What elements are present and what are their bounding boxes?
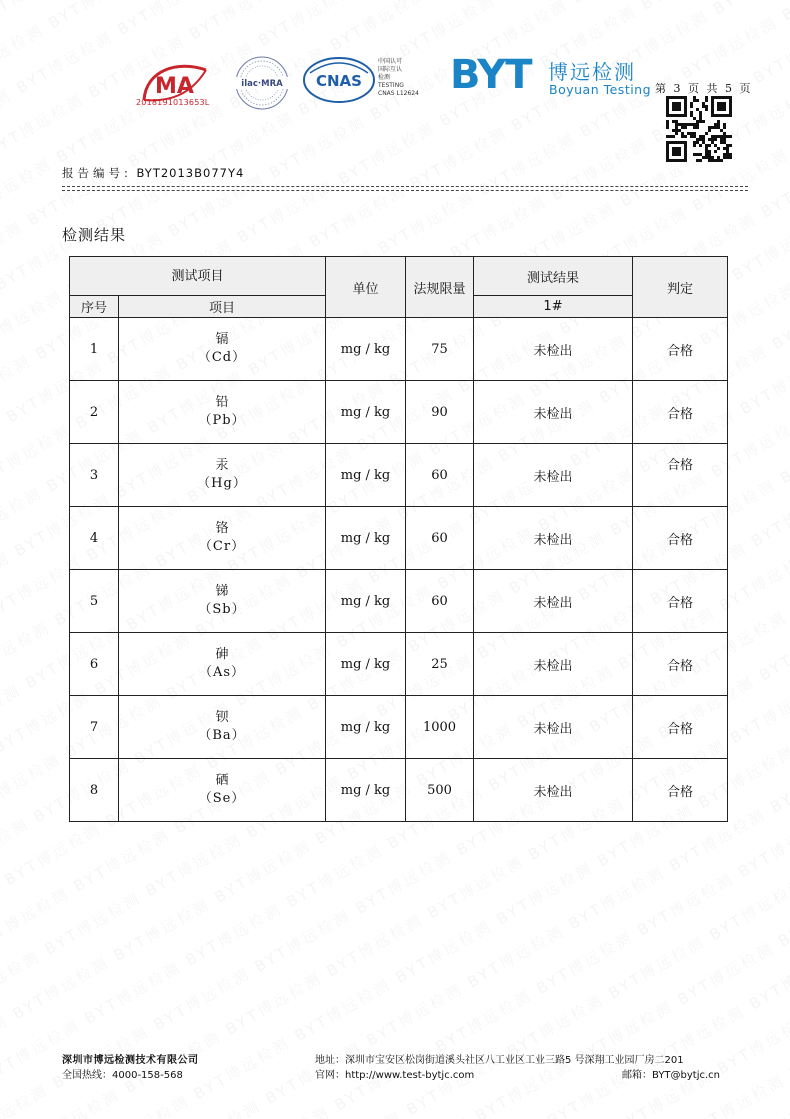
row-verdict	[633, 759, 728, 822]
header-seq: 序号	[70, 296, 119, 318]
row-item	[119, 318, 326, 381]
row-number: 3	[70, 444, 119, 507]
table-row	[70, 507, 728, 570]
cnas-side-line: CNAS L12624	[378, 90, 419, 97]
row-limit: 60	[406, 570, 474, 633]
cma-number: 2018191013653L	[136, 98, 210, 107]
header-item: 项目	[119, 296, 326, 318]
row-limit: 500	[406, 759, 474, 822]
ilac-label: ilac·MRA	[241, 79, 283, 89]
row-unit: mg / kg	[326, 318, 406, 381]
item-name: 汞	[215, 458, 229, 473]
row-item	[119, 759, 326, 822]
table-row	[70, 570, 728, 633]
row-verdict	[633, 444, 728, 507]
watermark-row	[0, 0, 708, 253]
watermark-row	[0, 0, 688, 249]
row-result: 未检出	[474, 444, 633, 507]
ilac-mra-logo	[230, 55, 294, 111]
table-row	[70, 444, 728, 507]
cnas-side-line: 国际互认	[378, 66, 403, 73]
row-unit: mg / kg	[326, 633, 406, 696]
row-result: 未检出	[474, 696, 633, 759]
item-symbol: （Pb）	[198, 413, 246, 428]
cnas-side-line: TESTING	[378, 82, 404, 89]
table-row	[70, 633, 728, 696]
item-name: 铬	[215, 521, 229, 536]
item-name: 铅	[215, 395, 229, 410]
row-result: 未检出	[474, 507, 633, 570]
footer-email[interactable]: 邮箱：BYT@bytjc.cn	[622, 1070, 721, 1081]
page-info: 第 3 页 共 5 页	[655, 82, 753, 95]
row-limit: 25	[406, 633, 474, 696]
brand-name-en: Boyuan Testing	[549, 82, 652, 97]
row-item	[119, 633, 326, 696]
brand-letters: BYT	[450, 52, 532, 98]
row-unit: mg / kg	[326, 444, 406, 507]
verdict-text: 合格	[667, 721, 694, 737]
row-limit: 1000	[406, 696, 474, 759]
item-name: 镉	[215, 332, 229, 347]
table-row	[70, 759, 728, 822]
row-number: 1	[70, 318, 119, 381]
item-name: 钡	[215, 710, 229, 725]
table-row	[70, 696, 728, 759]
item-symbol: （Sb）	[198, 602, 246, 617]
row-item	[119, 570, 326, 633]
item-symbol: （Ba）	[198, 728, 246, 743]
row-result: 未检出	[474, 759, 633, 822]
item-symbol: （Se）	[198, 791, 246, 806]
cnas-logo	[302, 56, 376, 104]
row-limit: 90	[406, 381, 474, 444]
row-result: 未检出	[474, 381, 633, 444]
divider	[62, 186, 748, 187]
row-limit: 60	[406, 507, 474, 570]
row-verdict	[633, 318, 728, 381]
header-sample: 1#	[474, 296, 633, 318]
item-name: 砷	[215, 647, 229, 662]
row-unit: mg / kg	[326, 759, 406, 822]
item-symbol: （Hg）	[197, 476, 247, 491]
verdict-text: 合格	[667, 406, 694, 422]
cma-label: MA	[155, 74, 194, 99]
row-number: 2	[70, 381, 119, 444]
cnas-label: CNAS	[316, 72, 362, 90]
report-number-value: BYT2013B077Y4	[136, 166, 245, 180]
row-limit: 75	[406, 318, 474, 381]
verdict-text: 合格	[667, 532, 694, 548]
row-unit: mg / kg	[326, 570, 406, 633]
row-unit: mg / kg	[326, 381, 406, 444]
results-table	[69, 256, 728, 822]
header-verdict: 判定	[633, 257, 728, 318]
verdict-text: 合格	[667, 595, 694, 611]
row-number: 8	[70, 759, 119, 822]
header-result: 测试结果	[474, 257, 633, 296]
footer-hotline: 全国热线：4000-158-568	[62, 1070, 183, 1081]
header-limit: 法规限量	[406, 257, 474, 318]
row-item	[119, 381, 326, 444]
row-item	[119, 444, 326, 507]
row-unit: mg / kg	[326, 507, 406, 570]
table-row	[70, 381, 728, 444]
item-symbol: （Cr）	[198, 539, 246, 554]
header-unit: 单位	[326, 257, 406, 318]
report-number-label: 报告编号:	[62, 166, 132, 180]
row-result: 未检出	[474, 570, 633, 633]
qr-code-icon[interactable]	[666, 96, 732, 162]
row-item	[119, 507, 326, 570]
row-verdict	[633, 570, 728, 633]
verdict-text: 合格	[667, 658, 694, 674]
item-name: 硒	[215, 773, 229, 788]
cnas-side-line: 检测	[378, 74, 391, 81]
verdict-text: 合格	[667, 784, 694, 800]
cnas-side-line: 中国认可	[378, 58, 403, 65]
divider	[62, 190, 748, 191]
row-unit: mg / kg	[326, 696, 406, 759]
footer-company: 深圳市博远检测技术有限公司	[62, 1055, 199, 1066]
row-item	[119, 696, 326, 759]
footer-address: 地址：深圳市宝安区松岗街道溪头社区八工业区工业三路5 号深翔工业园厂房二201	[315, 1055, 684, 1066]
verdict-text: 合格	[667, 343, 694, 359]
cnas-side-text	[378, 58, 419, 98]
item-name: 锑	[215, 584, 229, 599]
row-number: 4	[70, 507, 119, 570]
verdict-text: 合格	[667, 457, 694, 473]
row-number: 6	[70, 633, 119, 696]
table-row	[70, 318, 728, 381]
report-number	[62, 165, 244, 181]
row-number: 7	[70, 696, 119, 759]
item-symbol: （Cd）	[197, 350, 247, 365]
row-verdict	[633, 381, 728, 444]
item-symbol: （As）	[198, 665, 246, 680]
row-limit: 60	[406, 444, 474, 507]
row-verdict	[633, 507, 728, 570]
byt-brand-logo	[450, 52, 532, 98]
row-number: 5	[70, 570, 119, 633]
row-result: 未检出	[474, 633, 633, 696]
row-verdict	[633, 633, 728, 696]
section-title: 检测结果	[62, 226, 127, 244]
footer-website[interactable]: 官网：http://www.test-bytjc.com	[315, 1070, 475, 1081]
header-test-item: 测试项目	[70, 257, 326, 296]
row-verdict	[633, 696, 728, 759]
row-result: 未检出	[474, 318, 633, 381]
brand-name-cn: 博远检测	[548, 60, 636, 84]
